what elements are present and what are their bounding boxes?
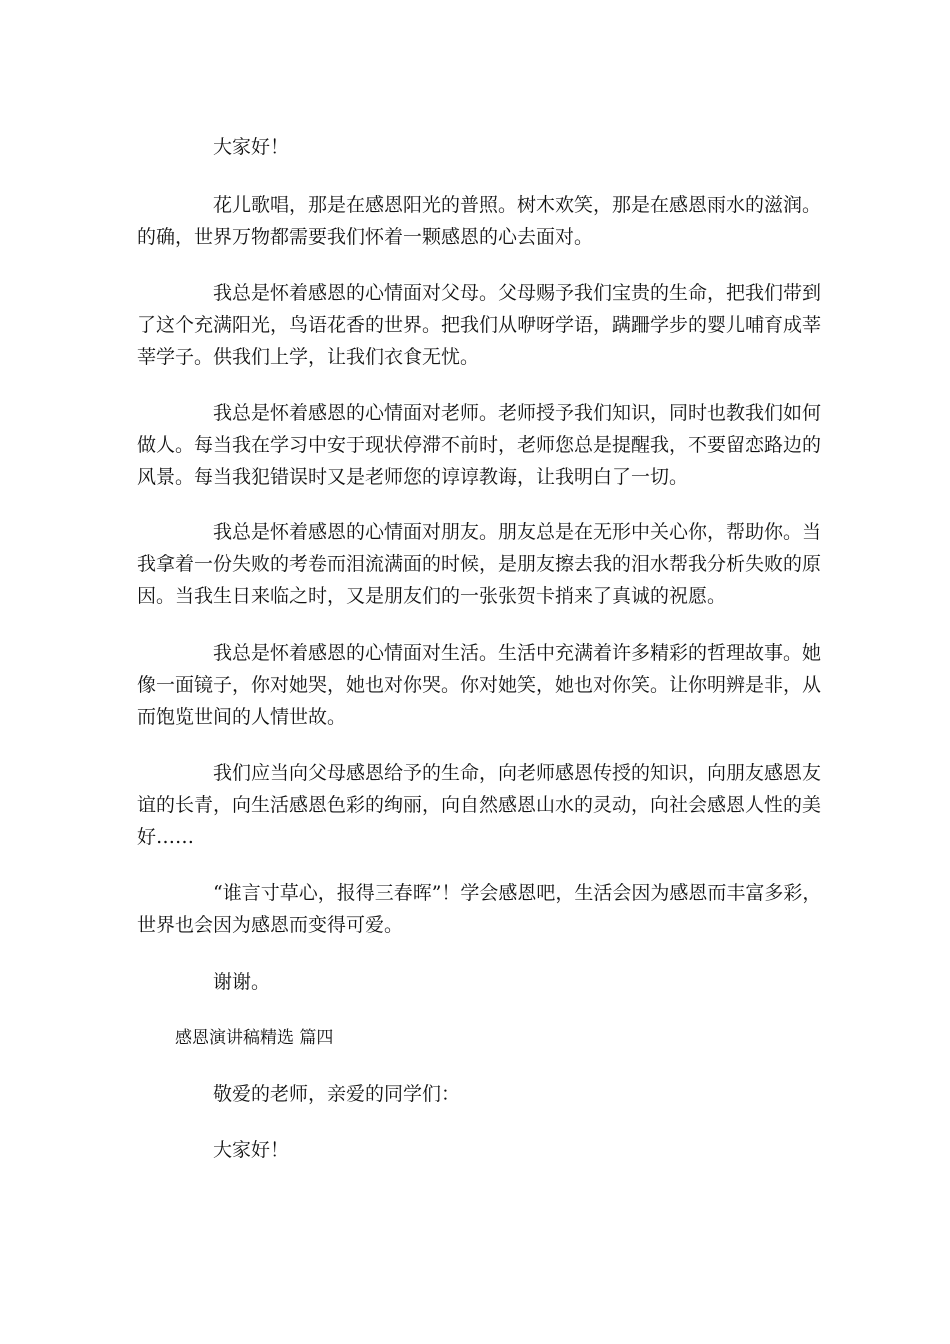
salutation-paragraph: 敬爱的老师，亲爱的同学们：: [213, 1083, 461, 1105]
poem-paragraph: “谁言寸草心，报得三春晖”！学会感恩吧，生活会因为感恩而丰富多彩，世界也会因为感恩而变得可爱。: [137, 882, 822, 936]
life-paragraph: 我总是怀着感恩的心情面对生活。生活中充满着许多精彩的哲理故事。她像一面镜子，你对她哭，她也对你哭。你对她笑，她也对你笑。让你明辨是非，从而饱览世间的人情世故。: [137, 642, 822, 728]
teachers-paragraph: 我总是怀着感恩的心情面对老师。老师授予我们知识，同时也教我们如何做人。每当我在学习中安于现状停滞不前时，老师您总是提醒我，不要留恋路边的风景。每当我犯错误时又是老师您的谆谆教诲，让我明白了一切。: [137, 402, 822, 488]
parents-paragraph: 我总是怀着感恩的心情面对父母。父母赐予我们宝贵的生命，把我们带到了这个充满阳光，鸟语花香的世界。把我们从咿呀学语，蹒跚学步的婴儿哺育成莘莘学子。供我们上学，让我们衣食无忧。: [137, 282, 822, 368]
closing-greeting-paragraph: 大家好！: [213, 1139, 290, 1161]
friends-paragraph: 我总是怀着感恩的心情面对朋友。朋友总是在无形中关心你，帮助你。当我拿着一份失败的考卷而泪流满面的时候，是朋友擦去我的泪水帮我分析失败的原因。当我生日来临之时，又是朋友们的一张张贺卡捎来了真诚的祝愿。: [137, 521, 822, 607]
greeting-paragraph: 大家好！: [213, 136, 290, 158]
thanks-paragraph: 谢谢。: [213, 971, 271, 993]
gratitude-paragraph: 我们应当向父母感恩给予的生命，向老师感恩传授的知识，向朋友感恩友谊的长青，向生活感恩色彩的绚丽，向自然感恩山水的灵动，向社会感恩人性的美好……: [137, 762, 822, 848]
intro-paragraph: 花儿歌唱，那是在感恩阳光的普照。树木欢笑，那是在感恩雨水的滋润。的确，世界万物都需要我们怀着一颗感恩的心去面对。: [137, 194, 822, 248]
section-heading: 感恩演讲稿精选 篇四: [175, 1028, 334, 1048]
